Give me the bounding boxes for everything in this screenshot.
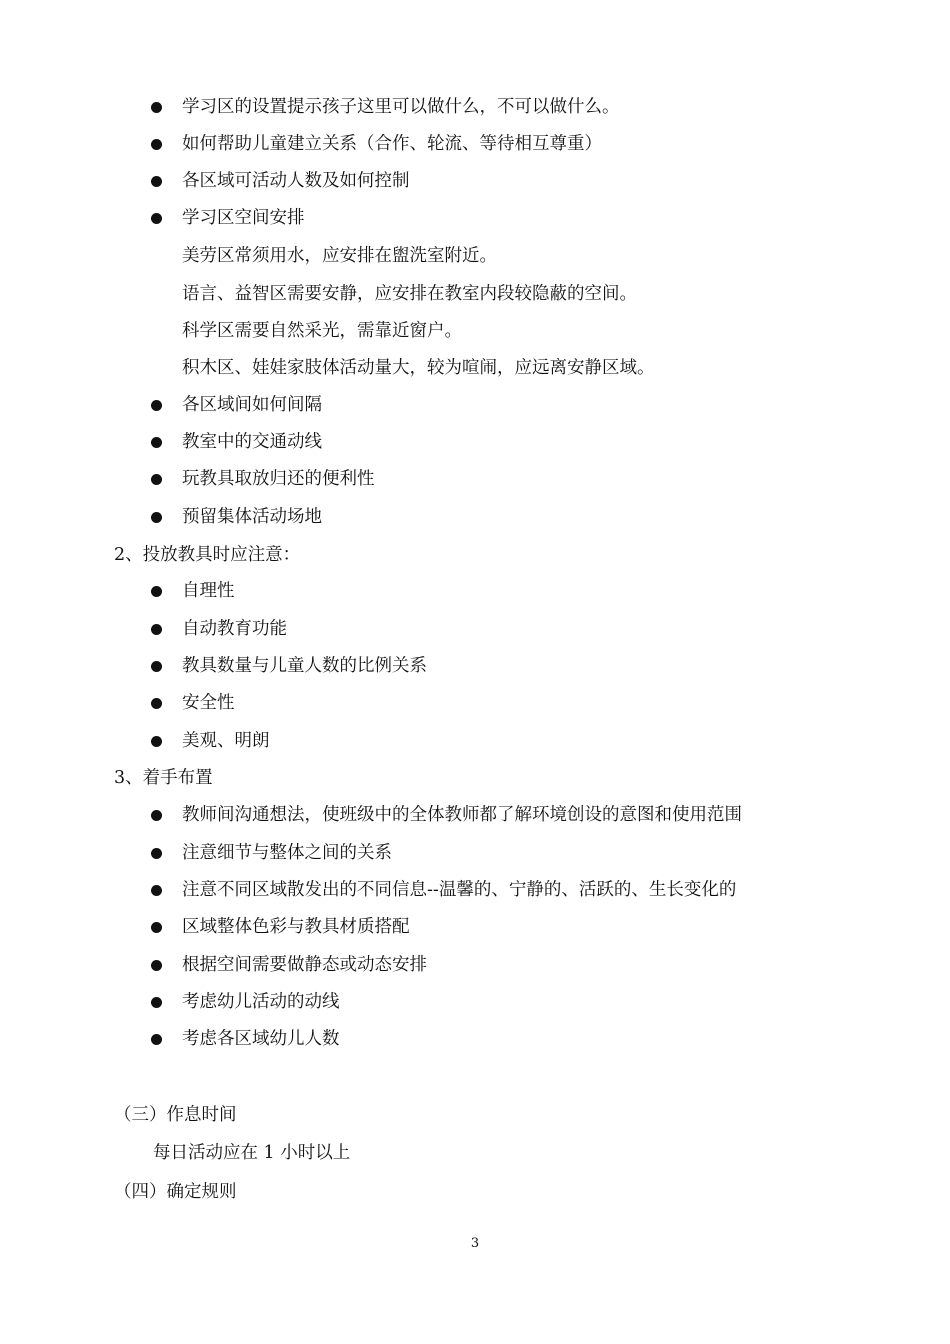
- list-item: 各区域间如何间隔: [182, 395, 322, 415]
- list-item: 教室中的交通动线: [182, 432, 322, 452]
- bullet-icon: [151, 474, 162, 485]
- list-item: 美观、明朗: [182, 731, 270, 751]
- list-item: 区域整体色彩与教具材质搭配: [182, 917, 410, 937]
- bullet-icon: [151, 176, 162, 187]
- heading-2: 2、投放教具时应注意：: [114, 545, 301, 565]
- list-item: 注意细节与整体之间的关系: [182, 843, 392, 863]
- bullet-icon: [151, 698, 162, 709]
- bullet-icon: [151, 586, 162, 597]
- bullet-icon: [151, 400, 162, 411]
- bullet-icon: [151, 922, 162, 933]
- list-item: 自理性: [182, 581, 235, 601]
- section-three-body: 每日活动应在 1 小时以上: [153, 1143, 351, 1163]
- bullet-icon: [151, 139, 162, 150]
- bullet-icon: [151, 810, 162, 821]
- section-three-title: （三）作息时间: [114, 1105, 237, 1125]
- bullet-icon: [151, 960, 162, 971]
- sub-line: 语言、益智区需要安静，应安排在教室内段较隐蔽的空间。: [182, 284, 637, 304]
- list-item: 教具数量与儿童人数的比例关系: [182, 656, 427, 676]
- bullet-icon: [151, 885, 162, 896]
- bullet-icon: [151, 848, 162, 859]
- list-item: 玩教具取放归还的便利性: [182, 469, 375, 489]
- bullet-icon: [151, 661, 162, 672]
- list-item: 如何帮助儿童建立关系（合作、轮流、等待相互尊重）: [182, 134, 602, 154]
- page-number: 3: [470, 1236, 480, 1251]
- sub-line: 科学区需要自然采光，需靠近窗户。: [182, 321, 462, 341]
- list-item: 学习区的设置提示孩子这里可以做什么，不可以做什么。: [182, 97, 620, 117]
- list-item: 教师间沟通想法，使班级中的全体教师都了解环境创设的意图和使用范围: [182, 805, 742, 825]
- list-item: 各区域可活动人数及如何控制: [182, 171, 410, 191]
- list-item: 学习区空间安排: [182, 208, 305, 228]
- bullet-icon: [151, 1034, 162, 1045]
- bullet-icon: [151, 624, 162, 635]
- bullet-icon: [151, 512, 162, 523]
- sub-line: 积木区、娃娃家肢体活动量大，较为喧闹，应远离安静区域。: [182, 358, 655, 378]
- list-item: 预留集体活动场地: [182, 507, 322, 527]
- list-item: 注意不同区域散发出的不同信息--温馨的、宁静的、活跃的、生长变化的: [182, 880, 737, 900]
- list-item: 考虑幼儿活动的动线: [182, 992, 340, 1012]
- list-item: 根据空间需要做静态或动态安排: [182, 955, 427, 975]
- list-item: 考虑各区域幼儿人数: [182, 1029, 340, 1049]
- bullet-icon: [151, 437, 162, 448]
- bullet-icon: [151, 736, 162, 747]
- section-four-title: （四）确定规则: [114, 1182, 237, 1202]
- sub-line: 美劳区常须用水，应安排在盥洗室附近。: [182, 246, 497, 266]
- bullet-icon: [151, 102, 162, 113]
- bullet-icon: [151, 997, 162, 1008]
- heading-3: 3、着手布置: [114, 768, 213, 788]
- list-item: 自动教育功能: [182, 619, 287, 639]
- list-item: 安全性: [182, 693, 235, 713]
- bullet-icon: [151, 213, 162, 224]
